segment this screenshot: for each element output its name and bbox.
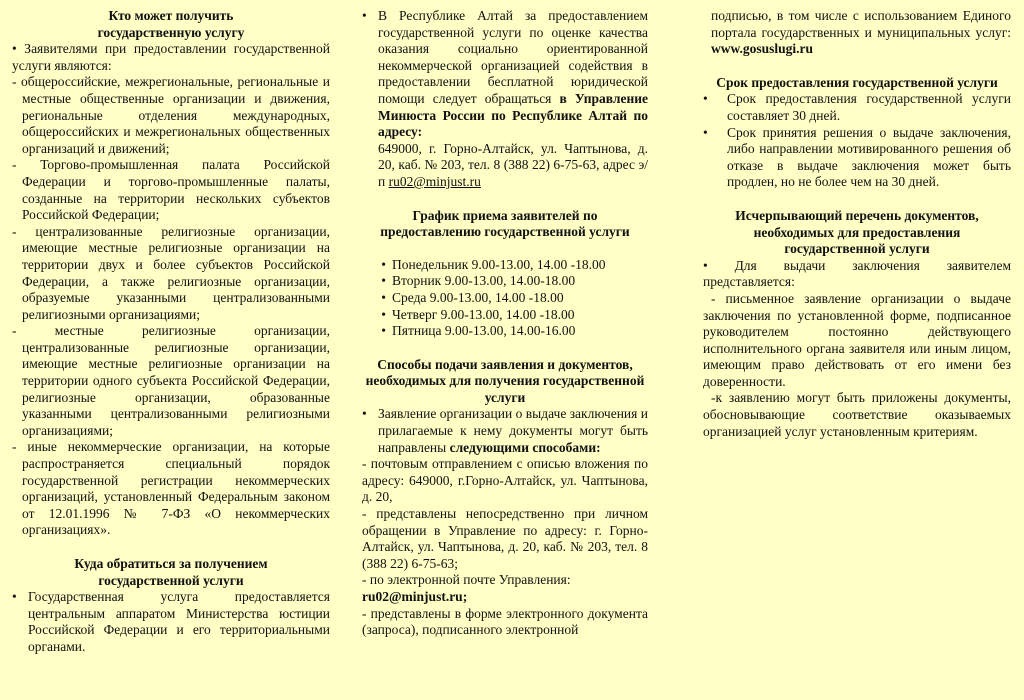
schedule-day-text: Понедельник 9.00-13.00, 14.00 -18.00 — [392, 256, 606, 272]
schedule-day — [362, 273, 648, 290]
office-address — [362, 141, 648, 191]
documents-intro: • Для выдачи заключения заявителем представляется: — [703, 257, 1011, 290]
schedule-day-text: Пятница 9.00-13.00, 14.00-16.00 — [392, 323, 576, 339]
bullet-marker: • — [381, 289, 386, 305]
heading-terms: Срок предоставления государственной услуги — [716, 74, 998, 90]
heading-who-can-receive — [12, 8, 330, 41]
bullet-marker: • — [12, 589, 17, 605]
heading-schedule: График приема заявителей по предоставлению государственной услуги — [380, 207, 630, 240]
heading-line-2: государственную услугу — [97, 24, 245, 40]
applicant-item: - иные некоммерческие организации, на которые распространяется специальный порядок государственной регистрации некоммерческих организаций, установленный Федеральным законом от 12.01.1996 № 7-ФЗ «О некоммерческих организациях». — [12, 439, 330, 538]
term-item — [703, 91, 1011, 124]
schedule-list — [362, 257, 648, 340]
heading-where-to-apply: Куда обратиться за получением государственной услуги — [74, 556, 268, 588]
submission-method: - представлены в форме электронного документа (запроса), подписанного электронной — [362, 605, 648, 638]
heading-submission-methods: Способы подачи заявления и документов, необходимых для получения государственной услуги — [365, 356, 645, 405]
submission-intro-bold: следующими способами: — [449, 439, 601, 455]
term-text: Срок принятия решения о выдаче заключения, либо направлении мотивированного решения об отказе в выдаче заключения может быть продлен, но не более чем на 30 дней. — [727, 124, 1011, 190]
portal-link[interactable]: www.gosuslugi.ru — [711, 41, 814, 57]
portal-text: подписью, в том числе с использованием Единого портала государственных и муниципальных услуг: — [711, 8, 1011, 40]
schedule-day-text: Среда 9.00-13.00, 14.00 -18.00 — [392, 289, 564, 305]
portal-paragraph — [703, 8, 1011, 58]
bullet-marker: • — [381, 323, 386, 339]
applicants-intro: • Заявителями при предоставлении государственной услуги являются: — [12, 41, 330, 73]
schedule-day — [362, 290, 648, 307]
contact-text: В Республике Алтай за предоставлением государственной услуги по оценке качества оказания социально ориентированной некоммерческой организацией содействия в предоставлении бесплатной юридической помощи следует обращаться — [378, 8, 648, 106]
schedule-day — [362, 307, 648, 324]
column-contacts-schedule — [362, 8, 648, 639]
bullet-marker: • — [381, 273, 386, 289]
bullet-marker: • — [381, 306, 386, 322]
submission-intro-text: Заявление организации о выдаче заключения и прилагаемые к нему документы могут быть направлены — [378, 406, 648, 455]
office-email-link[interactable]: ru02@minjust.ru — [388, 173, 481, 189]
document-item: - письменное заявление организации о выдаче заключения по установленной форме, подписанное руководителем постоянно действующего исполнительного органа заявителя или иным лицом, имеющим право действовать от его имени без доверенности. — [703, 290, 1011, 389]
heading-documents: Исчерпывающий перечень документов, необходимых для предоставления государственной услуги — [735, 207, 979, 257]
email-prefix: э/п — [378, 157, 648, 189]
submission-method: - почтовым отправлением с описью вложения по адресу: 649000, г.Горно-Алтайск, ул. Чаптынова, д. 20, — [362, 456, 648, 505]
bullet-marker: • — [381, 256, 386, 272]
schedule-day — [362, 323, 648, 340]
contact-paragraph — [362, 8, 648, 141]
column-terms-documents — [703, 8, 1011, 440]
applicant-item: - Торгово-промышленная палата Российской Федерации и торгово-промышленные палаты, созданные на территории нескольких субъектов Российской Федерации; — [12, 157, 330, 223]
bullet-marker: • — [362, 406, 367, 422]
heading-line-1: Кто может получить — [108, 8, 234, 23]
where-to-apply-text: Государственная услуга предоставляется центральным аппаратом Министерства юстиции Российской Федерации и его территориальными органами. — [28, 589, 330, 654]
term-text: Срок предоставления государственной услуги составляет 30 дней. — [727, 91, 1011, 123]
submission-email[interactable]: ru02@minjust.ru; — [362, 589, 468, 604]
submission-intro — [362, 406, 648, 456]
bullet-marker: • — [703, 91, 708, 107]
schedule-day-text: Четверг 9.00-13.00, 14.00 -18.00 — [392, 306, 575, 322]
where-to-apply-item — [12, 589, 330, 655]
address-text: 649000, г. Горно-Алтайск, ул. Чаптынова, д. 20, каб. № 203, тел. 8 (388 22) 6-75-63, адрес — [378, 140, 648, 173]
submission-method: - по электронной почте Управления: — [362, 572, 571, 588]
schedule-day-text: Вторник 9.00-13.00, 14.00-18.00 — [392, 273, 576, 289]
bullet-marker: • — [703, 124, 708, 140]
bullet-marker: • — [362, 8, 367, 23]
submission-method: - представлены непосредственно при личном обращении в Управление по адресу: г. Горно-Алтайск, ул. Чаптынова, д. 20, каб. № 203, тел. 8 (388 22) 6-75-63; — [362, 506, 648, 571]
document-item: -к заявлению могут быть приложены документы, обосновывающие соответствие оказываемых организацией услуг установленным критериям. — [703, 390, 1011, 439]
applicant-item: - местные религиозные организации, централизованные религиозные организации, имеющие местные религиозные организации на территории одного субъекта Российской Федерации, религиозные организации, образованные указанными централизованными религиозными организациями; — [12, 323, 330, 438]
contact-office: в Управление Минюста России по Республике Алтай по адресу: — [378, 90, 648, 140]
column-who-can-receive — [12, 8, 330, 656]
schedule-day — [362, 257, 648, 274]
applicant-item: - общероссийские, межрегиональные, региональные и местные общественные организации и движения, региональные отделения международных, общероссийских и межрегиональных общественных организаций и движений; — [12, 74, 330, 156]
applicant-item: - централизованные религиозные организации, имеющие местные религиозные организации на территории двух и более субъектов Российской Федерации, а также религиозные организации, образуемые указанными централизованными религиозными организациями; — [12, 223, 330, 322]
term-item — [703, 125, 1011, 191]
